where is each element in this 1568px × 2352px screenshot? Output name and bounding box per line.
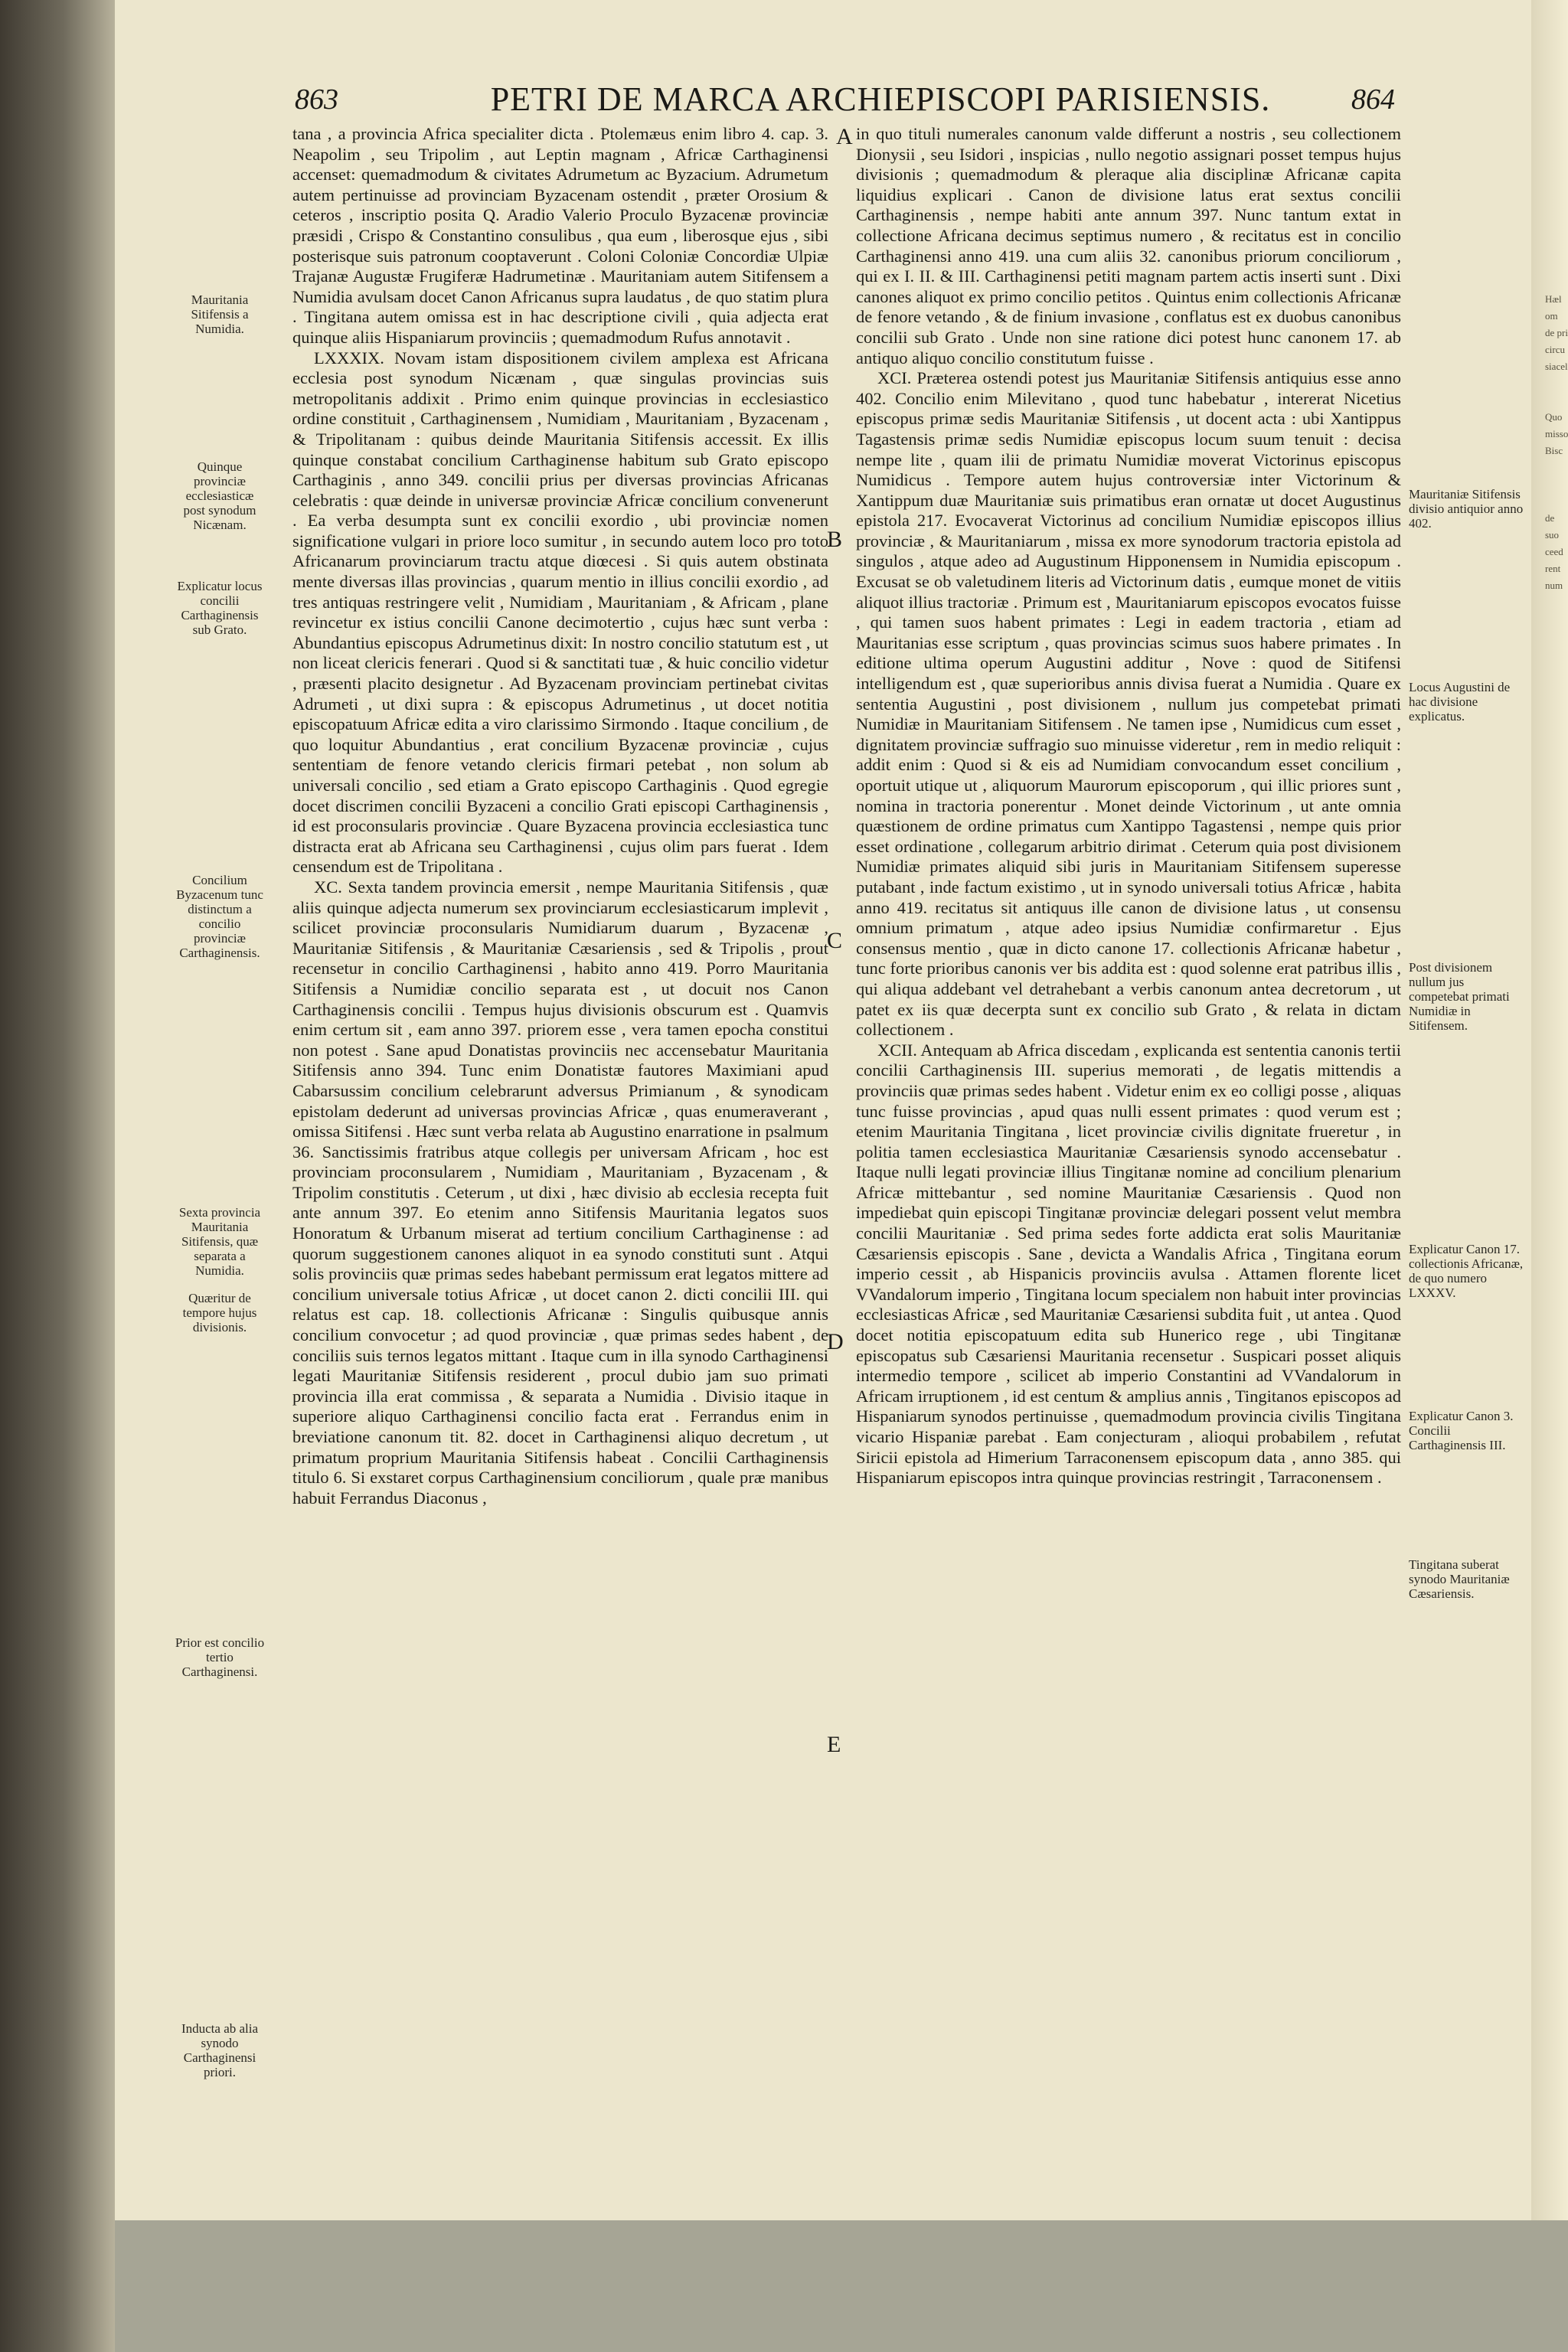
- right-paragraph: XCII. Antequam ab Africa discedam , explicanda est sententia canonis tertii concilii Carthaginensis III. superius memorati , de legatis mittendis a provinciis quæ primas sedes habent . Videtur enim ex eo colligi posse , aliquas tunc fuisse provincias , apud quas nulli essent primates : quod verum est ; etenim Mauritania Tingitana , licet provinciæ civilis dignitate frueretur , in politia tamen ecclesiastica Mauritaniæ Cæsariensis synodo accensebatur . Itaque nulli legati provinciæ illius Tingitanæ nomine ad concilium plenarium Africæ mittebantur , sed nomine Mauritaniæ Cæsariensis . Quod non impediebat quin episcopi Tingitanæ provinciæ delegari possent velut membra concilii Mauritaniæ . Sed prima sedes forte addicta erat solis Mauritaniæ Cæsariensis episcopis . Sane , devicta a Wandalis Africa , Tingitana eorum imperio cessit , ab Hispanicis provinciis avulsa . Attamen florente licet VVandalorum imperio , Tingitana locum specialem non habuit inter provincias ecclesiasticas Africæ , sed Mauritaniæ Cæsariensi subdita fuit , ut antea . Quod docet notitia episcopatuum edita sub Hunerico rege , ubi Tingitanæ episcopatus sub Cæsariensi Mauritania recensetur . Suspicari posset aliquis intermedio tempore , scilicet ab imperio Constantini ad VVandalorum in Africam irruptionem , id est centum & amplius annis , Tingitanos episcopos ad Hispaniarum synodos pertinuisse , quemadmodum provincia civilis Tingitana vicario Hispaniæ parebat . Eam conjecturam , alioqui probabilem , refutat Siricii epistola ad Himerium Tarraconensem episcopum data , anno 385. qui Hispaniarum episcopos intra quinque provincias restringit , Tarraconensem .: [856, 1040, 1401, 1488]
- margin-note: Tingitana suberat synodo Mauritaniæ Cæsariensis.: [1409, 1557, 1510, 1601]
- margin-note: Post divisionem nullum jus competebat primati Numidiæ in Sitifensem.: [1409, 960, 1510, 1033]
- left-paragraph: LXXXIX. Novam istam dispositionem civilem amplexa est Africana ecclesia post synodum Nicænam , quæ singulas provincias suis metropolitanis addixit . Primo enim quinque provincias in ecclesiastico ordine constituit , Carthaginensem , Numidiam , Mauritaniam , Byzacenam , & Tripolitanam : quibus deinde Mauritania Sitifensis accessit. Ex illis quinque constabat concilium Carthaginense habitum sub Grato episcopo Carthaginis , anno 349. concilii prius per diversas provincias Africanas celebratis : quæ deinde in universæ provinciæ Africæ concilium convenerunt . Ea verba desumpta sunt ex concilii exordio , ubi provinciæ nomen significatione vulgari in priore loco sumitur , in secundo autem loco pro toto Africanarum provinciarum tractu atque diœcesi . Si quis autem obstinata mente diversas illas provincias , quarum mentio in illius concilii exordio , ad tres antiquas restringere velit , Numidiam , Mauritaniam , & Africam , plane revincetur ex istius concilii Canone decimotertio , cujus hæc sunt verba : Abundantius episcopus Adrumetinus dixit: In nostro concilio statutum est , ut non liceat clericis fenerari . Quod si & sanctitati tuæ , & huic concilio videtur , præsenti placito designetur . Ad Byzacenam provinciam pertinebat civitas Adrumeti , ut dixi supra : & episcopus Adrumetinus , ut docet notitia episcopatuum Africæ edita a viro clarissimo Sirmondo . Itaque concilium , de quo loquitur Abundantius , erat concilium Byzacenæ provinciæ , cujus sententiam de fenore vetando clericis firmari petebat , non solum ab universali concilio , sed etiam a Grato episcopo Carthaginis . Quod egregie docet discrimen concilii Byzaceni a concilio Grati episcopi Carthaginensis , id est proconsularis provinciæ . Quare Byzacena provincia ecclesiastica tunc distracta erat ab Africana seu Carthaginensi , cujus olim pars fuerat . Idem censendum est de Tripolitana .: [292, 348, 828, 877]
- left-paragraph: tana , a provincia Africa specialiter dicta . Ptolemæus enim libro 4. cap. 3. Neapolim , seu Tripolim , aut Leptin magnam , Africæ Carthaginensi accenset: quemadmodum & civitates Adrumetum ac Byzacium. Adrumetum autem pertinuisse ad provinciam Byzacenam ostendit , præter Orosium & ceteros , inscriptio posita Q. Aradio Valerio Proculo Byzacenæ provinciæ præsidi , Crispo & Constantino consulibus , qua eum , liberosque ejus , sibi posterisque suis patronum cooptaverunt . Coloni Coloniæ Concordiæ Ulpiæ Trajanæ Augustæ Frugiferæ Hadrumetinæ . Mauritaniam autem Sitifensem a Numidia avulsam docet Canon Africanus supra laudatus , de quo statim plura . Tingitana autem omissa est in hac descriptione civili , quia adjecta erat quinque aliis Hispaniarum provinciis ; quemadmodum Rufus annotavit .: [292, 124, 828, 347]
- right-paragraph: XCI. Præterea ostendi potest jus Mauritaniæ Sitifensis antiquius esse anno 402. Concilio enim Milevitano , quod tunc habebatur , intererat Nicetius episcopus primæ sedis Mauritaniæ Sitifensis , ut docent acta : ubi Xantippus Tagastensis primæ sedis Numidiæ episcopus locum suum tenuit : decisa nempe lite , quam ilii de primatu Numidiæ moverat Victorinus episcopus Numidicus . Tempore autem hujus controversiæ inter Victorinum & Xantippum duæ Mauritaniæ suis primatibus eran ornatæ ut docet Augustinus epistola 217. Evocaverat Victorinus ad concilium Numidiæ episcopos illius provinciæ , & Mauritaniarum , missa ex more synodorum tractoria epistola ad singulos , atque adeo ad Augustinum Hipponensem in Numidia episcopum . Excusat se ob valetudinem literis ad Victorinum datis , eumque monet de vitiis aliquot illius tractoriæ . Primum est , Mauritaniarum episcopos evocatos fuisse , qui tamen suos habent primates : Legi in eadem tractoria , etiam ad Mauritanias esse scriptum , quas provincias scimus suos habere primates . In editione ultima operum Augustini additur , Nove : quod de Sitifensi intelligendum est , quæ superioribus annis divisa fuerat a Numidia . Quare ex sententia Augustini , post divisionem , nullum jus competebat primati Numidiæ in Mauritaniam Sitifensem . Ne tamen ipse , Numidicus cum esset , dignitatem provinciæ suffragio suo minuisse videretur , rem in medio reliquit : addit enim : Quod si & eis ad Numidiam convocandum esset concilium , oportuit utique ut , aliquorum Maurorum episcoporum , qui illic priores sunt , nomina in tractoria ponerentur . Monet deinde Victorinum , ut ante omnia quæstionem de ordine primatus cum Xantippo Tagastensi , nempe quis prior esset ordinatione , collegarum arbitrio dirimat . Ceterum quia post divisionem Numidiæ primates aliquid sibi juris in Mauritaniam Sitifensem superesse putabant , inde factum existimo , ut in synodo universali totius Africæ , habita anno 419. recitatus sit antiquus ille canon de divisione latus , ut consensu omnium primatum , atque adeo ipsius Numidiæ confirmaretur . Ejus consensus mentio , quæ in dicto canone 17. collectionis Africanæ habetur , tunc forte prioribus canonis ver bis addita est : quod solenne erat patribus illis , qui aliqua addebant vel detrahebant a verbis canonum antea decretorum , ut patet ex iis quæ decerpta sunt ex concilio sub Grato , & relata in dictam collectionem .: [856, 368, 1401, 1040]
- section-letter-d: D: [827, 1329, 844, 1354]
- margin-note: Explicatur Canon 17. collectionis Africanæ, de quo numero LXXXV.: [1409, 1242, 1524, 1300]
- left-page-number: 863: [295, 83, 338, 116]
- right-page-number: 864: [1351, 83, 1395, 116]
- margin-note: Mauritaniæ Sitifensis divisio antiquior anno 402.: [1409, 487, 1524, 531]
- section-letter-c: C: [827, 928, 843, 953]
- margin-note: Quinque provinciæ ecclesiasticæ post synodum Nicænam.: [183, 459, 256, 532]
- right-paragraph: in quo tituli numerales canonum valde differunt a nostris , seu collectionem Dionysii , seu Isidori , inspicias , nullo negotio assignari posset tempus hujus divisionis ; quemadmodum & pleraque alia disciplinæ Africanæ capita liquidius explicari . Canon de divisione latus erat sextus concilii Carthaginensis , nempe habiti ante annum 397. Nunc tantum extat in collectione Africana decimus septimus numero , & recitatus est in concilio Carthaginensi anno 419. una cum aliis 32. canonibus priorum conciliorum , qui ex I. II. & III. Carthaginensi petiti magnam partem actis inserti sunt . Dixi canones aliquot ex primo concilio petitos . Quintus enim collectionis Africanæ de fenore vetando , & de finium invasione , conflatus est ex duobus canonibus concilii sub Grato . Unde non sine ratione dici potest hunc canonem 17. ab antiquo aliquo concilio constitutum fuisse .: [856, 124, 1401, 368]
- margin-note: Sexta provincia Mauritania Sitifensis, quæ separata a Numidia.: [178, 1205, 261, 1278]
- margin-note: Mauritania Sitifensis a Numidia.: [191, 292, 249, 336]
- margin-note: Prior est concilio tertio Carthaginensi.: [175, 1635, 265, 1679]
- margin-note: Locus Augustini de hac divisione explicatus.: [1409, 680, 1511, 724]
- left-text-column: [292, 124, 828, 2084]
- section-letter-a: A: [836, 124, 853, 149]
- margin-note: Explicatur Canon 3. Concilii Carthaginensis III.: [1409, 1409, 1514, 1452]
- section-letter-e: E: [827, 1732, 841, 1757]
- left-paragraph: XC. Sexta tandem provincia emersit , nempe Mauritania Sitifensis , quæ aliis quinque adjecta numerum sex provinciarum ecclesiasticarum implevit , scilicet provinciæ proconsularis Numidiarum duarum , Byzacenæ , Mauritaniæ Sitifensis , & Mauritaniæ Cæsariensis , sed & Tripolis , prout recensetur in concilio Carthaginensi , habito anno 419. Porro Mauritania Sitifensis a Numidiæ concilio separata est , ut docuit nos Canon Carthaginensis concilii . Tempus hujus divisionis obscurum est . Quamvis enim certum sit , eam anno 397. priorem esse , vera tamen epocha constitui non potest . Sane apud Donatistas provinciis nec accensebatur Mauritania Sitifensis anno 394. Tunc enim Donatistæ fautores Maximiani apud Cabarsussim concilium celebrarunt adversus Primianum , & synodicam epistolam dederunt ad universas provincias Africæ , quas enumeraverant , omissa Sitifensi . Hæc sunt verba relata ab Augustino enarratione in psalmum 36. Sanctissimis fratribus atque collegis per universam Africam , hoc est provinciam proconsularem , Numidiam , Mauritaniam , Byzacenam , & Tripolim constitutis . Ceterum , ut dixi , hæc divisio ab ecclesia recepta fuit ante annum 397. Eo etenim anno Sitifensis Mauritania legatos suos Honoratum & Urbanum miserat ad tertium concilium Carthaginense : ad quorum suggestionem canones aliquot in ea synodo constituti sunt . Atqui solis provinciis quæ primas sedes habebant permissum erat legatos mittere ad concilium universale totius Africæ , ut docet canon 2. dicti concilii III. qui relatus est cap. 18. collectionis Africanæ : Singulis quibusque annis concilium convocetur ; ad quod provinciæ , quæ primas sedes habent , de conciliis suis ternos legatos mittant . Itaque cum in illa synodo Carthaginensi legati Mauritaniæ Sitifensis residerent , procul dubio jam suo primati provincia illa erat commissa , & separata a Numidia . Divisio itaque in superiore aliquo Carthaginensi concilio facta erat . Ferrandus enim in breviatione canonum tit. 82. docet in Carthaginensi aliquo decretum , ut primatum proprium Mauritania Sitifensis habeat . Concilii Carthaginensis titulo 6. Si exstaret corpus Carthaginensium conciliorum , quale præ manibus habuit Ferrandus Diaconus ,: [292, 877, 828, 1508]
- book-gutter: [0, 0, 115, 2352]
- right-text-column: [856, 124, 1401, 2145]
- scanner-bed: [115, 2220, 1568, 2352]
- section-letter-b: B: [827, 527, 843, 552]
- running-title: PETRI DE MARCA ARCHIEPISCOPI PARISIENSIS.: [490, 80, 1271, 118]
- margin-note: Quæritur de tempore hujus divisionis.: [182, 1291, 257, 1334]
- margin-note: Concilium Byzacenum tunc distinctum a concilio provinciæ Carthaginensis.: [176, 873, 263, 960]
- facing-page-bleed-text: Hæl om de pri circu siacel Quo misso Bisc de suo ceed rent num: [1545, 293, 1568, 591]
- margin-note: Inducta ab alia synodo Carthaginensi priori.: [181, 2021, 259, 2079]
- margin-note: Explicatur locus concilii Carthaginensis sub Grato.: [177, 579, 263, 637]
